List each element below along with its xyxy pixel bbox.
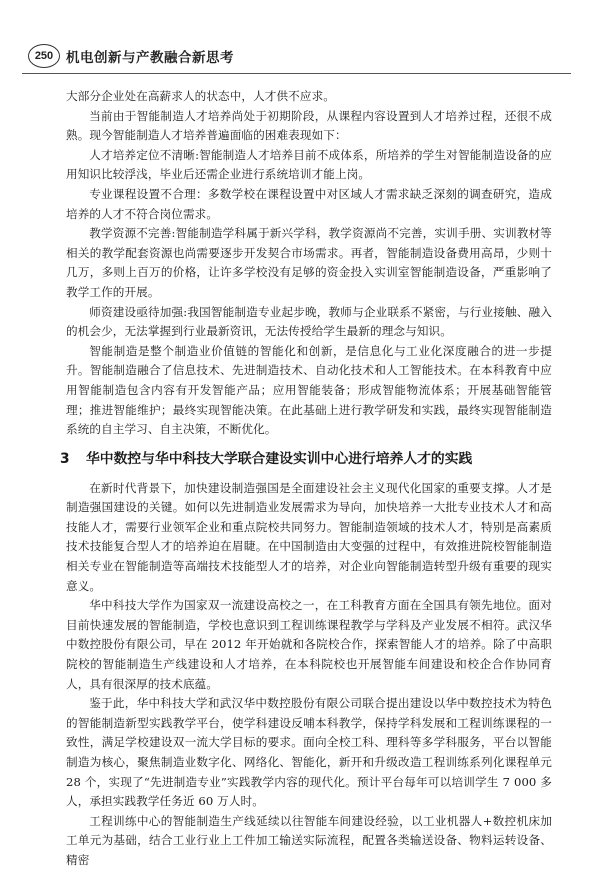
header-rule xyxy=(22,73,571,74)
body-paragraph: 大部分企业处在高薪求人的状态中，人才供不应求。 xyxy=(66,89,335,103)
body-paragraph: 鉴于此，华中科技大学和武汉华中数控股份有限公司联合提出建设以华中数控技术为特色的智能制造新型实践教学平台，使学科建设反哺本科教学，保持学科发展和工程训练课程的一致性，满足学校建设双一流大学目标的要求。面向全校工科、理科等多学科服务，平台以智能制造为核心，聚焦制造业数字化、网络化、智能化，新开和升级改造工程训练系列化课程单元 28 个，实现了“先进制造专业”实践教学内容的现代化。预计平台每年可以培训学生 7 000 多人，承担实践教学任务近 60 万人时。 xyxy=(66,696,552,809)
body-paragraph: 专业课程设置不合理：多数学校在课程设置中对区域人才需求缺乏深刻的调查研究，造成培养的人才不符合岗位需求。 xyxy=(66,186,552,221)
section-title: 华中数控与华中科技大学联合建设实训中心进行培养人才的实践 xyxy=(86,450,473,467)
body-paragraph: 师资建设亟待加强:我国智能制造专业起步晚，教师与企业联系不紧密，与行业接触、融入的机会少，无法掌握到行业最新资讯，无法传授给学生最新的理念与知识。 xyxy=(66,304,552,339)
body-paragraph: 人才培养定位不清晰:智能制造人才培养目前不成体系，所培养的学生对智能制造设备的应用知识比较浮浅，毕业后还需企业进行系统培训才能上岗。 xyxy=(66,147,552,182)
page-number: 250 xyxy=(28,44,60,68)
page-body xyxy=(60,87,552,871)
body-paragraph: 在新时代背景下，加快建设制造强国是全面建设社会主义现代化国家的重要支撑。人才是制造强国建设的关键。如何以先进制造业发展需求为导向，加快培养一大批专业技术人才和高技能人才，需要行业领军企业和重点院校共同努力。智能制造领域的技术人才，特别是高素质技术技能复合型人才的培养迫在眉睫。在中国制造由大变强的过程中，有效推进院校智能制造相关专业在智能制造等高端技术技能型人才的培养，对企业向智能制造转型升级有重要的现实意义。 xyxy=(66,480,552,593)
section-number: 3 xyxy=(60,450,70,467)
body-paragraph: 工程训练中心的智能制造生产线延续以往智能车间建设经验，以工业机器人+数控机床加工单元为基础，结合工业行业上工件加工输送实际流程，配置各类输送设备、物料运转设备、精密 xyxy=(66,813,552,867)
running-title: 机电创新与产教融合新思考 xyxy=(66,50,234,66)
paragraphs-before-section xyxy=(66,87,552,440)
section-heading xyxy=(60,449,552,469)
body-paragraph: 教学资源不完善:智能制造学科属于新兴学科，教学资源尚不完善，实训手册、实训教材等相关的教学配套资源也尚需要逐步开发契合市场需求。再者，智能制造设备费用高昂，少则十几万，多则上百万的价格，让许多学校没有足够的资金投入实训室智能制造设备，严重影响了教学工作的开展。 xyxy=(66,226,552,299)
body-paragraph: 华中科技大学作为国家双一流建设高校之一，在工科教育方面在全国具有领先地位。面对目前快速发展的智能制造，学校也意识到工程训练课程教学与学科及产业发展不相符。武汉华中数控股份有限公司，早在 2012 年开始就和各院校合作，探索智能人才的培养。除了中高职院校的智能制造生产线建设和人才培养，在本科院校也开展智能车间建设和校企合作协同育人，具有很深厚的技术底蕴。 xyxy=(66,598,552,691)
body-paragraph: 当前由于智能制造人才培养尚处于初期阶段，从课程内容设置到人才培养过程，还很不成熟。现今智能制造人才培养普遍面临的困难表现如下： xyxy=(66,108,552,143)
body-paragraph: 智能制造是整个制造业价值链的智能化和创新，是信息化与工业化深度融合的进一步提升。智能制造融合了信息技术、先进制造技术、自动化技术和人工智能技术。在本科教育中应用智能制造包含内容有开发智能产品；应用智能装备；形成智能物流体系；开展基础智能管理；推进智能维护；最终实现智能决策。在此基础上进行教学研发和实践，最终实现智能制造系统的自主学习、自主决策，不断优化。 xyxy=(66,343,552,437)
page-header xyxy=(28,40,576,74)
paragraphs-after-section xyxy=(66,479,552,871)
